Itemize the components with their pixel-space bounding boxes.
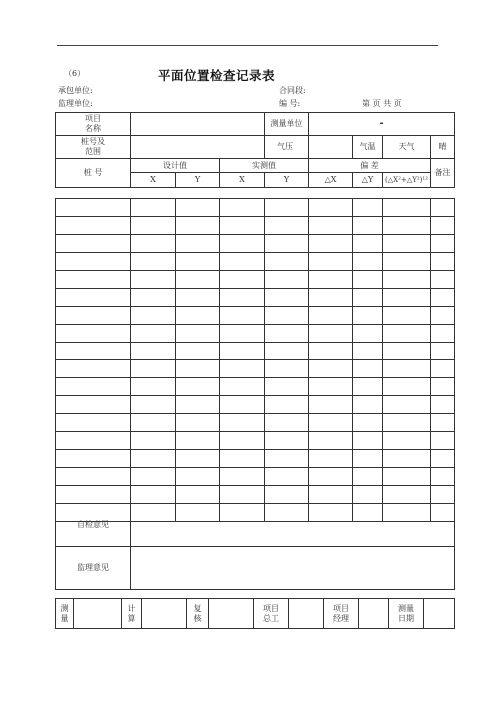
table-cell[interactable] (431, 288, 455, 306)
table-cell[interactable] (176, 306, 220, 324)
table-cell[interactable] (383, 378, 431, 396)
table-cell[interactable] (353, 396, 383, 414)
signature-row (56, 599, 455, 629)
table-cell[interactable] (353, 486, 383, 504)
table-cell[interactable] (353, 414, 383, 432)
table-cell[interactable] (56, 306, 131, 324)
table-cell[interactable] (383, 360, 431, 378)
table-cell[interactable] (353, 360, 383, 378)
table-cell[interactable] (176, 414, 220, 432)
table-cell[interactable] (309, 432, 353, 450)
table-cell[interactable] (265, 486, 309, 504)
table-cell[interactable] (431, 306, 455, 324)
table-cell[interactable] (56, 324, 131, 342)
table-cell[interactable] (220, 234, 265, 252)
supervision-row (56, 547, 455, 590)
table-cell[interactable] (309, 234, 353, 252)
table-cell[interactable] (176, 396, 220, 414)
table-cell[interactable] (56, 378, 131, 396)
table-cell[interactable] (309, 342, 353, 360)
data-rows-table (55, 198, 455, 522)
measured-x-header: X (220, 173, 265, 188)
table-cell[interactable] (353, 199, 383, 217)
table-cell[interactable] (56, 396, 131, 414)
design-value-header: 设计值 (131, 159, 220, 173)
table-cell[interactable] (265, 468, 309, 486)
table-cell[interactable] (431, 450, 455, 468)
table-cell[interactable] (431, 324, 455, 342)
chief-engineer-field[interactable] (289, 599, 324, 629)
table-cell[interactable] (56, 414, 131, 432)
table-row (56, 216, 455, 234)
table-cell[interactable] (176, 288, 220, 306)
table-cell[interactable] (131, 270, 176, 288)
table-cell[interactable] (176, 199, 220, 217)
measuring-unit-label: 测量单位 (265, 113, 309, 136)
table-cell[interactable] (220, 432, 265, 450)
table-cell[interactable] (220, 360, 265, 378)
opinions-table (55, 503, 455, 590)
table-cell[interactable] (353, 216, 383, 234)
table-row (56, 396, 455, 414)
table-cell[interactable] (220, 324, 265, 342)
table-cell[interactable] (353, 252, 383, 270)
manager-label: 项目 经理 (324, 599, 359, 629)
delta-x-header: △X (309, 173, 353, 188)
table-cell[interactable] (176, 450, 220, 468)
table-cell[interactable] (176, 234, 220, 252)
review-field[interactable] (209, 599, 254, 629)
table-cell[interactable] (220, 414, 265, 432)
table-cell[interactable] (431, 414, 455, 432)
table-cell[interactable] (309, 288, 353, 306)
table-cell[interactable] (431, 396, 455, 414)
remarks-header: 备注 (431, 159, 455, 188)
table-cell[interactable] (220, 468, 265, 486)
pressure-label: 气压 (265, 136, 309, 159)
form-number: （6） (64, 69, 86, 78)
page-count-label: 第 页 共 页 (362, 99, 402, 108)
header-rule (57, 45, 438, 46)
table-cell[interactable] (431, 342, 455, 360)
table-cell[interactable] (176, 216, 220, 234)
table-cell[interactable] (431, 468, 455, 486)
table-cell[interactable] (56, 468, 131, 486)
table-cell[interactable] (56, 252, 131, 270)
table-cell[interactable] (431, 216, 455, 234)
survey-field[interactable] (74, 599, 122, 629)
table-row (56, 468, 455, 486)
table-cell[interactable] (431, 378, 455, 396)
table-cell[interactable] (131, 378, 176, 396)
survey-date-label: 测量 日期 (389, 599, 424, 629)
pile-range-field[interactable] (131, 136, 265, 159)
table-cell[interactable] (220, 450, 265, 468)
table-cell[interactable] (220, 306, 265, 324)
survey-date-field[interactable] (424, 599, 455, 629)
table-cell[interactable] (131, 486, 176, 504)
table-cell[interactable] (176, 486, 220, 504)
table-cell[interactable] (265, 288, 309, 306)
pile-no-header: 桩 号 (56, 159, 131, 188)
weather-value[interactable]: 晴 (431, 136, 455, 159)
table-cell[interactable] (131, 306, 176, 324)
table-cell[interactable] (265, 199, 309, 217)
temperature-label: 气温 (353, 136, 383, 159)
measured-value-header: 实测值 (220, 159, 309, 173)
table-cell[interactable] (56, 288, 131, 306)
table-cell[interactable] (383, 432, 431, 450)
table-cell[interactable] (131, 468, 176, 486)
delta-formula-header: (△X²+△Y²)¹² (383, 173, 431, 188)
table-row (56, 360, 455, 378)
table-cell[interactable] (56, 486, 131, 504)
project-name-field[interactable] (131, 113, 265, 136)
measuring-unit-field[interactable]: - (309, 113, 455, 136)
table-row (56, 432, 455, 450)
table-cell[interactable] (56, 432, 131, 450)
table-cell[interactable] (131, 450, 176, 468)
pressure-field[interactable] (309, 136, 353, 159)
table-cell[interactable] (431, 270, 455, 288)
table-row (56, 199, 455, 217)
table-cell[interactable] (309, 360, 353, 378)
table-cell[interactable] (220, 486, 265, 504)
table-cell[interactable] (265, 432, 309, 450)
table-cell[interactable] (353, 432, 383, 450)
table-row (56, 270, 455, 288)
table-cell[interactable] (353, 234, 383, 252)
design-y-header: Y (176, 173, 220, 188)
table-cell[interactable] (309, 306, 353, 324)
table-cell[interactable] (309, 378, 353, 396)
table-cell[interactable] (383, 288, 431, 306)
table-cell[interactable] (309, 270, 353, 288)
table-cell[interactable] (353, 270, 383, 288)
table-cell[interactable] (265, 270, 309, 288)
table-cell[interactable] (309, 324, 353, 342)
table-cell[interactable] (265, 234, 309, 252)
table-row (56, 234, 455, 252)
table-cell[interactable] (383, 324, 431, 342)
table-cell[interactable] (56, 216, 131, 234)
table-cell[interactable] (176, 468, 220, 486)
table-cell[interactable] (431, 486, 455, 504)
survey-label: 测 量 (56, 599, 74, 629)
table-cell[interactable] (176, 360, 220, 378)
table-cell[interactable] (176, 252, 220, 270)
table-cell[interactable] (131, 396, 176, 414)
table-cell[interactable] (56, 234, 131, 252)
deviation-header: 偏 差 (309, 159, 431, 173)
table-cell[interactable] (56, 342, 131, 360)
column-header-row-1 (56, 159, 455, 173)
table-cell[interactable] (131, 432, 176, 450)
table-cell[interactable] (383, 486, 431, 504)
table-cell[interactable] (176, 342, 220, 360)
table-row (56, 486, 455, 504)
table-cell[interactable] (265, 378, 309, 396)
table-cell[interactable] (431, 360, 455, 378)
table-cell[interactable] (383, 468, 431, 486)
code-label: 编 号: (279, 99, 301, 108)
calc-field[interactable] (142, 599, 187, 629)
table-cell[interactable] (431, 432, 455, 450)
table-cell[interactable] (265, 414, 309, 432)
table-cell[interactable] (131, 414, 176, 432)
table-cell[interactable] (220, 199, 265, 217)
table-cell[interactable] (131, 252, 176, 270)
table-cell[interactable] (431, 234, 455, 252)
table-cell[interactable] (131, 360, 176, 378)
chief-engineer-label: 项目 总工 (254, 599, 289, 629)
table-cell[interactable] (309, 468, 353, 486)
table-cell[interactable] (309, 216, 353, 234)
table-cell[interactable] (265, 252, 309, 270)
table-cell[interactable] (353, 306, 383, 324)
table-cell[interactable] (353, 288, 383, 306)
table-cell[interactable] (309, 252, 353, 270)
manager-field[interactable] (359, 599, 389, 629)
inspection-table (55, 112, 455, 188)
table-cell[interactable] (220, 288, 265, 306)
project-row (56, 113, 455, 136)
table-row (56, 252, 455, 270)
table-cell[interactable] (353, 342, 383, 360)
table-cell[interactable] (56, 199, 131, 217)
table-cell[interactable] (131, 234, 176, 252)
calc-label: 计 算 (122, 599, 142, 629)
table-cell[interactable] (220, 396, 265, 414)
table-cell[interactable] (383, 342, 431, 360)
self-check-field[interactable] (131, 504, 455, 547)
table-cell[interactable] (131, 199, 176, 217)
supervision-label: 监理意见 (56, 547, 131, 590)
page-title: 平面位置检查记录表 (158, 68, 276, 83)
table-cell[interactable] (431, 199, 455, 217)
self-check-row (56, 504, 455, 547)
table-cell[interactable] (265, 360, 309, 378)
table-cell[interactable] (265, 342, 309, 360)
table-cell[interactable] (353, 324, 383, 342)
contract-section-label: 合同段: (279, 86, 306, 95)
supervisor-label: 监理单位: (58, 99, 93, 108)
table-cell[interactable] (220, 270, 265, 288)
table-row (56, 450, 455, 468)
review-label: 复 核 (187, 599, 209, 629)
table-cell[interactable] (220, 252, 265, 270)
table-cell[interactable] (309, 414, 353, 432)
table-cell[interactable] (131, 216, 176, 234)
table-cell[interactable] (431, 252, 455, 270)
table-cell[interactable] (383, 199, 431, 217)
table-cell[interactable] (383, 306, 431, 324)
table-cell[interactable] (383, 252, 431, 270)
table-cell[interactable] (265, 306, 309, 324)
table-cell[interactable] (131, 342, 176, 360)
table-cell[interactable] (309, 486, 353, 504)
table-cell[interactable] (56, 450, 131, 468)
pile-range-label: 桩号及 范围 (56, 136, 131, 159)
table-cell[interactable] (265, 450, 309, 468)
table-cell[interactable] (383, 396, 431, 414)
weather-label: 天气 (383, 136, 431, 159)
table-row (56, 306, 455, 324)
table-row (56, 414, 455, 432)
table-cell[interactable] (56, 360, 131, 378)
table-cell[interactable] (265, 324, 309, 342)
table-cell[interactable] (265, 396, 309, 414)
table-row (56, 342, 455, 360)
table-cell[interactable] (309, 396, 353, 414)
table-cell[interactable] (383, 234, 431, 252)
table-cell[interactable] (353, 378, 383, 396)
table-cell[interactable] (131, 288, 176, 306)
table-cell[interactable] (131, 324, 176, 342)
table-cell[interactable] (383, 270, 431, 288)
table-cell[interactable] (220, 378, 265, 396)
table-row (56, 324, 455, 342)
table-cell[interactable] (383, 216, 431, 234)
signature-table (55, 598, 455, 629)
self-check-label: 自检意见 (56, 504, 131, 547)
table-row (56, 288, 455, 306)
table-cell[interactable] (176, 432, 220, 450)
contractor-label: 承包单位: (58, 86, 93, 95)
table-cell[interactable] (309, 199, 353, 217)
table-cell[interactable] (353, 468, 383, 486)
table-cell[interactable] (220, 216, 265, 234)
supervision-field[interactable] (131, 547, 455, 590)
table-cell[interactable] (176, 378, 220, 396)
table-row (56, 378, 455, 396)
table-cell[interactable] (56, 270, 131, 288)
table-cell[interactable] (220, 342, 265, 360)
design-x-header: X (131, 173, 176, 188)
pile-range-row (56, 136, 455, 159)
table-cell[interactable] (353, 450, 383, 468)
table-cell[interactable] (383, 414, 431, 432)
table-cell[interactable] (383, 450, 431, 468)
project-name-label: 项目 名称 (56, 113, 131, 136)
table-cell[interactable] (176, 324, 220, 342)
table-cell[interactable] (176, 270, 220, 288)
table-cell[interactable] (265, 216, 309, 234)
table-cell[interactable] (309, 450, 353, 468)
measured-y-header: Y (265, 173, 309, 188)
delta-y-header: △Y (353, 173, 383, 188)
